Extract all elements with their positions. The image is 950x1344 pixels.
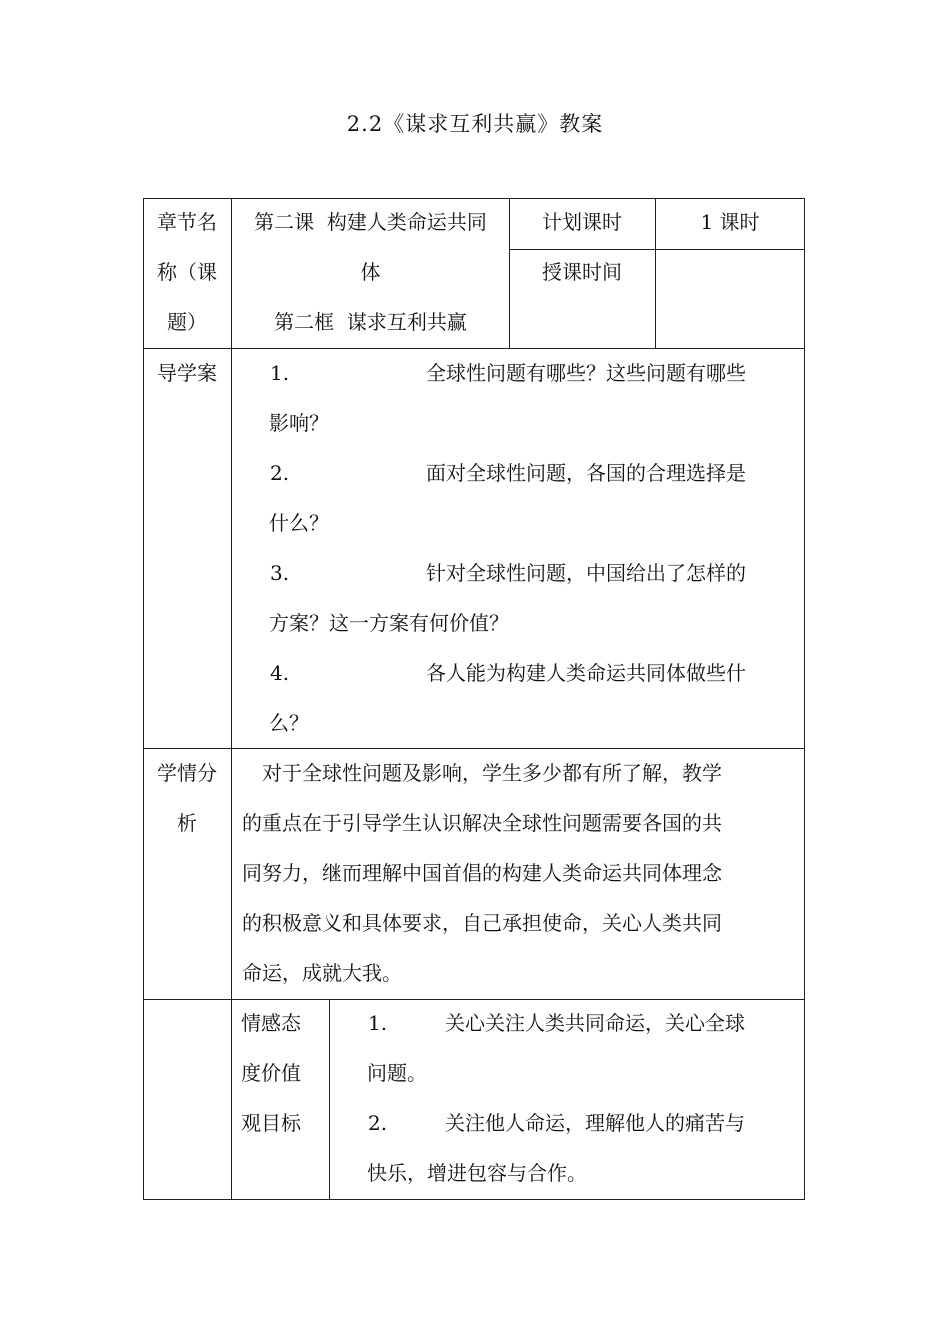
guide-item-text: 各人能为构建人类命运共同体做些什: [426, 661, 746, 685]
guide-item-text: 针对全球性问题，中国给出了怎样的: [426, 561, 746, 585]
guide-item-text: 方案？这一方案有何价值？: [269, 611, 509, 635]
table-border-bottom: [143, 1199, 805, 1200]
chapter-value-line: 体: [360, 260, 381, 284]
page-title: 2.2《谋求互利共赢》教案: [346, 112, 604, 136]
goals-sub-label: [241, 998, 301, 1148]
guide-item-number: 4.: [270, 661, 290, 685]
guide-item-number: 1.: [270, 361, 290, 385]
table-divider: [329, 999, 330, 1199]
goal-item-text: 关心关注人类共同命运，关心全球: [445, 1011, 745, 1035]
goal-item-number: 1.: [368, 1011, 388, 1035]
guide-label: 导学案: [157, 361, 217, 385]
chapter-label-line: 章节名: [157, 210, 217, 234]
goal-item-number: 2.: [368, 1111, 388, 1135]
chapter-label: [143, 197, 231, 347]
analysis-label: [143, 748, 231, 848]
guide-item-text: 面对全球性问题，各国的合理选择是: [426, 461, 746, 485]
goals-sub-label-line: 度价值: [241, 1061, 301, 1085]
goal-item-text: 快乐，增进包容与合作。: [367, 1161, 587, 1185]
analysis-label-line: 析: [177, 811, 197, 835]
chapter-value: [232, 197, 509, 347]
guide-item-text: 影响？: [269, 411, 329, 435]
chapter-value-line: 第二框 谋求互利共赢: [274, 310, 467, 334]
guide-item-number: 3.: [270, 561, 290, 585]
teach-time-label: 授课时间: [542, 260, 622, 284]
analysis-text: [242, 748, 797, 998]
table-border-right: [804, 198, 805, 1199]
analysis-line: 的重点在于引导学生认识解决全球性问题需要各国的共: [242, 811, 722, 835]
plan-hours-value: 1 课时: [700, 210, 760, 234]
chapter-label-line: 题）: [167, 310, 207, 334]
analysis-line: 对于全球性问题及影响，学生多少都有所了解，教学: [242, 761, 722, 785]
goals-sub-label-line: 情感态: [241, 1011, 301, 1035]
chapter-label-line: 称（课: [157, 260, 217, 284]
analysis-line: 命运，成就大我。: [242, 961, 402, 985]
goal-item-text: 问题。: [367, 1061, 427, 1085]
guide-item-number: 2.: [270, 461, 290, 485]
guide-item-text: 什么？: [269, 511, 329, 535]
analysis-label-line: 学情分: [157, 761, 217, 785]
plan-hours-label: 计划课时: [542, 210, 622, 234]
table-divider: [231, 198, 232, 1199]
analysis-line: 的积极意义和具体要求，自己承担使命，关心人类共同: [242, 911, 722, 935]
goals-sub-label-line: 观目标: [241, 1111, 301, 1135]
chapter-value-line: 第二课 构建人类命运共同: [254, 210, 487, 234]
guide-item-text: 全球性问题有哪些？这些问题有哪些: [426, 361, 746, 385]
guide-item-text: 么？: [269, 711, 309, 735]
analysis-line: 同努力，继而理解中国首倡的构建人类命运共同体理念: [242, 861, 722, 885]
goal-item-text: 关注他人命运，理解他人的痛苦与: [445, 1111, 745, 1135]
